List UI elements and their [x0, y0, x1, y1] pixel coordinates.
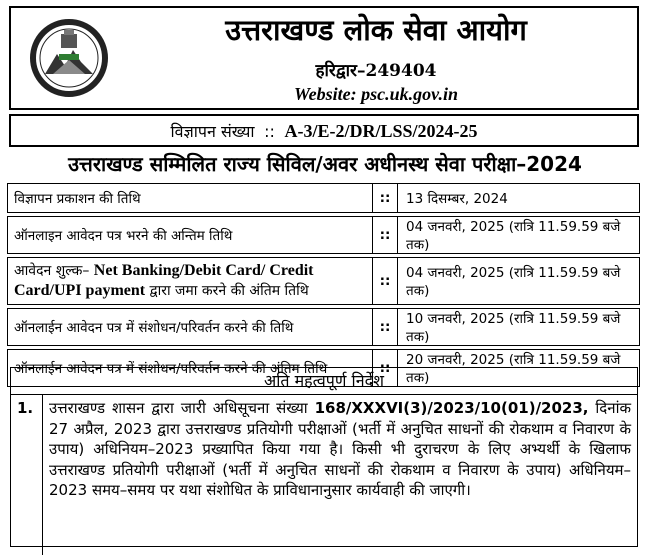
date-value: 04 जनवरी, 2025 (रात्रि 11.59.59 बजे तक)	[397, 216, 640, 254]
commission-logo	[23, 12, 115, 106]
instruction-text-b: दिनांक 27 अप्रैल, 2023 द्वारा उत्तराखण्ड प्रतियोगी परीक्षाओं (भर्ती में अनुचित साधनों की रोकथाम व निवारण के उपाय) अधिनियम–2023 प्रख्यापित किया गया है। किसी भी दुराचरण के लिए अभ्यर्थी के खिलाफ उत्तराखण्ड प्रतियोगी परीक्षाओं (भर्ती में अनुचित साधनों की रोकथाम व निवारण के उपाय) अधिनियम–2023 समय–समय पर यथा संशोधित के प्राविधानानुसार कार्यवाही की जाएगी।	[49, 399, 631, 499]
notification-number: 168/XXXVI(3)/2023/10(01)/2023,	[314, 399, 589, 417]
date-row	[7, 308, 640, 346]
date-value: 13 दिसम्बर, 2024	[397, 183, 640, 213]
instruction-text-a: उत्तराखण्ड शासन द्वारा जारी अधिसूचना संख्या	[49, 399, 315, 417]
advertisement-label: विज्ञापन संख्या	[170, 122, 255, 141]
advertisement-separator: ::	[264, 122, 275, 141]
important-heading: अति महत्वपूर्ण निर्देश	[11, 368, 637, 395]
advertisement-number-box	[9, 114, 639, 147]
date-label: विज्ञापन प्रकाशन की तिथि	[7, 183, 373, 213]
date-label: ऑनलाइन आवेदन पत्र भरने की अन्तिम तिथि	[7, 216, 373, 254]
header-box	[9, 6, 639, 110]
date-value: 20 जनवरी, 2025 (रात्रि 11.59.59 बजे तक)	[397, 349, 640, 387]
date-row	[7, 183, 640, 213]
date-row	[7, 257, 640, 305]
exam-title: उत्तराखण्ड सम्मिलित राज्य सिविल/अवर अधीनस्थ सेवा परीक्षा–2024	[68, 152, 582, 176]
website-text: Website: psc.uk.gov.in	[294, 84, 458, 104]
fee-payment-modes: Net Banking/Debit Card/ Credit	[93, 262, 314, 279]
instruction-item	[11, 395, 637, 501]
fee-label-suffix: द्वारा जमा करने की अंतिम तिथि	[145, 283, 309, 299]
date-value: 04 जनवरी, 2025 (रात्रि 11.59.59 बजे तक)	[397, 257, 640, 305]
fee-date-label	[7, 257, 373, 305]
important-instructions-box	[10, 367, 638, 547]
date-row	[7, 216, 640, 254]
fee-payment-modes-cont: Card/UPI payment	[14, 282, 146, 299]
date-label: ऑनलाईन आवेदन पत्र में संशोधन/परिवर्तन करने की तिथि	[7, 308, 373, 346]
date-separator: ::	[373, 183, 397, 213]
date-label: ऑनलाईन आवेदन पत्र में संशोधन/परिवर्तन करने की अंतिम तिथि	[7, 349, 373, 387]
instruction-number: 1.	[11, 395, 43, 555]
fee-label-prefix: आवेदन शुल्क–	[14, 263, 94, 279]
instruction-text	[49, 395, 637, 501]
date-separator: ::	[373, 257, 397, 305]
date-value: 10 जनवरी, 2025 (रात्रि 11.59.59 बजे तक)	[397, 308, 640, 346]
city-pincode: हरिद्वार–249404	[315, 61, 437, 81]
org-title: उत्तराखण्ड लोक सेवा आयोग	[225, 13, 527, 47]
date-separator: ::	[373, 216, 397, 254]
important-dates-table	[7, 180, 640, 390]
date-separator: ::	[373, 349, 397, 387]
advertisement-number: A-3/E-2/DR/LSS/2024-25	[284, 121, 478, 141]
date-separator: ::	[373, 308, 397, 346]
